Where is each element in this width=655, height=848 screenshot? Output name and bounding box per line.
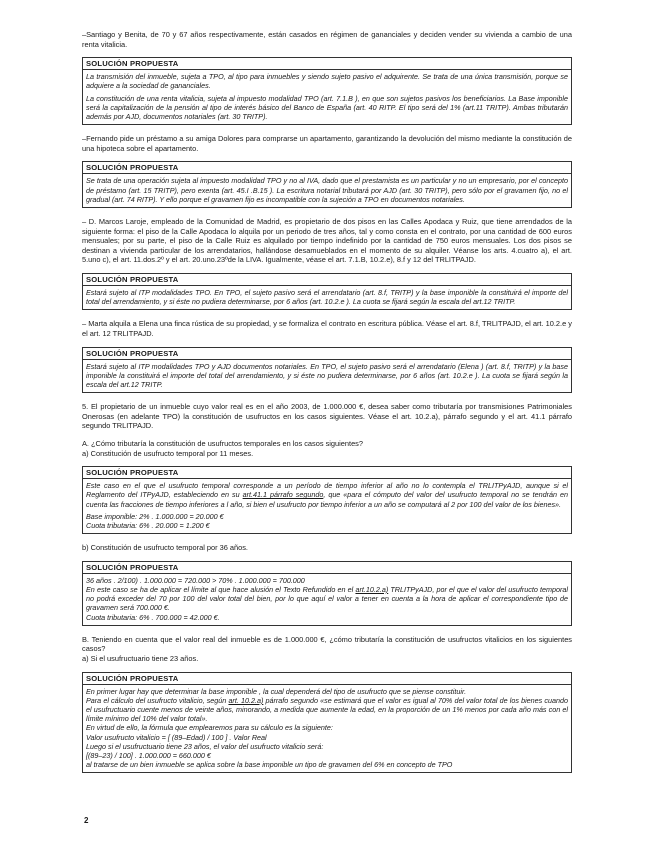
question-a-case-a: a) Constitución de usufructo temporal por 11 meses. bbox=[82, 448, 254, 458]
solution-text: La transmisión del inmueble, sujeta a TPO, al tipo para inmuebles y siendo sujeto pasivo el adquirente. Se trata de una única transmisión, porque se adquiere a la sociedad de gananciales. bbox=[86, 72, 568, 91]
article-reference: art. 10.2.a) bbox=[228, 695, 264, 705]
article-reference: art.10.2.a) bbox=[355, 584, 389, 594]
exercise-5-statement: 5. El propietario de un inmueble cuyo valor real es en el año 2003, de 1.000.000 €, desea saber como tributaría por transmisiones Patrimoniales Onerosas (en adelante TPO) la constitución de usufructos en los casos siguientes. Véase el art. 10.2.a), párrafo segundo y el art. 41.1 párrafo segundo TRLITPAJD. bbox=[82, 402, 572, 431]
text-span: En este caso se ha de aplicar el límite al que hace alusión el Texto Refundido en el bbox=[86, 584, 356, 594]
question-b-case-a: a) Si el usufructuario tiene 23 años. bbox=[82, 653, 199, 663]
solution-text: Se trata de una operación sujeta al impuesto modalidad TPO y no al IVA, dado que el prestamista es un particular y no un empresario, por el concepto de préstamo (art. 15 TRITP), pero exenta (art. 45.I .B.15 ). La escritura notarial tributará por AJD (art. 30 TRITP), pero sólo por el gravamen fijo, no el gradual (art. 74 RITP). Y ello porque el gravamen fijo es incompatible con la sujeción a TPO en documentos notariales. bbox=[86, 176, 568, 204]
solution-title: SOLUCIÓN PROPUESTA bbox=[83, 562, 571, 574]
solution-title: SOLUCIÓN PROPUESTA bbox=[83, 274, 571, 286]
calculation: 36 años . 2/100) . 1.000.000 = 720.000 > 70% . 1.000.000 = 700.000 bbox=[86, 575, 305, 585]
case-santiago-benita: –Santiago y Benita, de 70 y 67 años respectivamente, están casados en régimen de gananciales y deciden vender su vivienda a cambio de una renta vitalicia. bbox=[82, 30, 572, 49]
question-a-case-b: b) Constitución de usufructo temporal por 36 años. bbox=[82, 543, 248, 553]
question-b: B. Teniendo en cuenta que el valor real del inmueble es de 1.000.000 €, ¿cómo tributaría la constitución de usufructos vitalicios en los siguientes casos? bbox=[82, 634, 572, 654]
solution-text: Luego si el usufructuario tiene 23 años, el valor del usufructo vitalicio será: bbox=[86, 741, 324, 751]
text-span: , que «para el cómputo del valor del usufructo temporal no se tendrán en cuenta las fracciones de tiempo inferiores a l año, si bien el usufructo por tiempo inferior a un año se computará al 2 por 100 del valor de los bienes». bbox=[86, 490, 569, 509]
calculation: [(89–23) / 100] . 1.000.000 = 660.000 € bbox=[86, 750, 211, 760]
solution-title: SOLUCIÓN PROPUESTA bbox=[83, 348, 571, 360]
text-span: Para el cálculo del usufructo vitalicio, según bbox=[86, 695, 229, 705]
solution-text bbox=[86, 585, 568, 613]
article-reference: art.41.1 párrafo segundo bbox=[242, 490, 324, 500]
solution-box-6 bbox=[82, 561, 572, 626]
formula: Valor usufructo vitalicio = [ (89–Edad) / 100 ] . Valor Real bbox=[86, 732, 267, 742]
solution-title: SOLUCIÓN PROPUESTA bbox=[83, 58, 571, 70]
solution-title: SOLUCIÓN PROPUESTA bbox=[83, 467, 571, 479]
question-a: A. ¿Cómo tributaría la constitución de usufructos temporales en los casos siguientes? bbox=[82, 438, 363, 448]
solution-text: al tratarse de un bien inmueble se aplica sobre la base imponible un tipo de gravamen del 6% en concepto de TPO bbox=[86, 760, 453, 770]
solution-box-2 bbox=[82, 161, 572, 208]
case-marta-elena: – Marta alquila a Elena una finca rústica de su propiedad, y se formaliza el contrato en escritura pública. Véase el art. 8.f, TRLITPAJD, el art. 10.2.e y el art. 12 TRLITPAJD. bbox=[82, 319, 572, 338]
solution-box-1 bbox=[82, 57, 572, 125]
solution-box-4 bbox=[82, 347, 572, 394]
solution-text: Estará sujeto al ITP modalidades TPO. En TPO, el sujeto pasivo será el arrendatario (art. 8.f, TRITP) y la base imponible la constituirá el importe del total del arrendamiento, y si éste no pudiera determinarse, por 6 años (art. 10.2.e ). La cuota se fijará según la escala del art.12 TRITP. bbox=[86, 287, 568, 307]
solution-box-3 bbox=[82, 273, 572, 310]
text-span: Este caso en el que el usufructo temporal corresponde a un período de tiempo inferior al año no lo contempla el TRLITPyAJD, aunque si el Reglamento del ITPyAJD, estableciendo en su bbox=[86, 481, 568, 500]
case-marcos-laroje: – D. Marcos Laroje, empleado de la Comunidad de Madrid, es propietario de dos pisos en las Calles Apodaca y Ruiz, que tiene arrendados de la siguiente forma: el piso de la Calle Apodaca lo alquila por un periodo de tres años, tal y como consta en el contrato, por una cantidad de 600 euros mensuales; por su parte, el piso de la Calle Ruiz es alquilado por tiempo indefinido por la cantidad de 750 euros mensuales. Los dos pisos se destinan a vivienda particular de los arrendatarios, hallándose desamueblados en el momento de su alquiler. Véanse los arts. 4.cuatro a), el art. 5.uno c), el art. 11.dos.2º y el art. 20.uno.23ºde la LIVA. Igualmente, véase el art. 7.1.B, 10.2.e), 8.f y 12 del TRLITPAJD. bbox=[82, 217, 572, 265]
cuota-tributaria: Cuota tributaria: 6% . 700.000 = 42.000 €. bbox=[86, 612, 220, 622]
solution-title: SOLUCIÓN PROPUESTA bbox=[83, 162, 571, 174]
text-span: TRLITPyAJD, por el que el valor del usufructo temporal no podrá exceder del 70 por 100 del valor total del bien, por lo que aquí el valor a tener en cuenta a la hora de aplicar el correspondiente tipo de gravamen será 700.000 €. bbox=[86, 584, 568, 613]
document-page bbox=[82, 30, 572, 782]
page-number: 2 bbox=[84, 816, 89, 825]
solution-text: En virtud de ello, la fórmula que emplearemos para su cálculo es la siguiente: bbox=[86, 723, 333, 733]
text-span: párrafo segundo «se estimará que el valor es igual al 70% del valor total de los bienes cuando el usufructuario cuente menos de veinte años, minorando, a medida que aumente la edad, en la proporción de un 1% menos por cada año más con el límite mínimo del 10% del valor total». bbox=[86, 695, 568, 724]
solution-text bbox=[86, 696, 568, 724]
solution-title: SOLUCIÓN PROPUESTA bbox=[83, 673, 571, 685]
solution-box-5 bbox=[82, 466, 572, 534]
solution-text: Estará sujeto al ITP modalidades TPO y AJD documentos notariales. En TPO, el sujeto pasivo será el arrendatario (Elena ) (art. 8.f, TRITP) y la base imponible la constituirá el importe del total del arrendamiento, y si éste no pudiera determinarse, por 6 años (art. 10.2.e ). La cuota se fijará según la escala del art.12 TRITP. bbox=[86, 361, 568, 389]
solution-box-7 bbox=[82, 672, 572, 774]
solution-text bbox=[86, 481, 568, 509]
cuota-tributaria: Cuota tributaria: 6% . 20.000 = 1.200 € bbox=[86, 520, 210, 530]
base-imponible: Base imponible: 2% . 1.000.000 = 20.000 € bbox=[86, 511, 224, 521]
solution-text: La constitución de una renta vitalicia, sujeta al impuesto modalidad TPO (art. 7.1.B ), en que son sujetos pasivos los beneficiarios. La Base imponible será la capitalización de la pensión al tipo de interés básico del Banco de España (art. 40 RITP. El tipo será del 1% (art.11 TRITP). Ambas tributarán además por AJD, documentos notariales (art. 30 TRITP). bbox=[86, 93, 568, 121]
case-fernando-loan: –Fernando pide un préstamo a su amiga Dolores para comprarse un apartamento, garantizando la devolución del mismo mediante la constitución de una hipoteca sobre el apartamento. bbox=[82, 134, 572, 153]
solution-text: En primer lugar hay que determinar la base imponible , la cual dependerá del tipo de usufructo que se piense constituir. bbox=[86, 686, 467, 696]
